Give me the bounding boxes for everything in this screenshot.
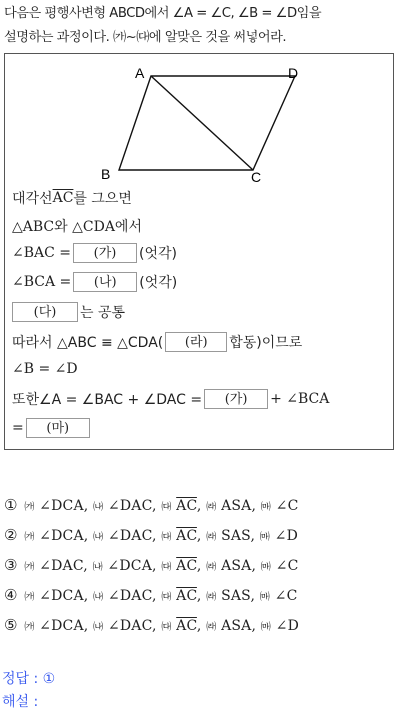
question-line-1: 다음은 평행사변형 ABCD에서 ∠A = ∠C, ∠B = ∠D임을 [4, 6, 322, 21]
vertex-d: D [288, 65, 299, 81]
proof-line-6: 따라서 △ABC ≡ △CDA( (라) 합동)이므로 [12, 332, 302, 352]
blank-ra[interactable]: (라) [165, 332, 227, 352]
choice-5[interactable]: ⑤ ㈎ ∠DCA, ㈏ ∠DAC, ㈐ $\overline{AC}$, ㈑ ASA, ㈒ ∠D [4, 616, 300, 634]
proof-line-5: (다) 는 공통 [12, 302, 125, 322]
parallelogram-shape [119, 76, 295, 170]
choice-2[interactable]: ② ㈎ ∠DCA, ㈏ ∠DAC, ㈐ $\overline{AC}$, ㈑ SAS, ㈒ ∠D [4, 526, 298, 544]
diagonal-ac [151, 76, 253, 170]
blank-ga[interactable]: (가) [73, 243, 137, 263]
proof-line-9: = (마) [12, 418, 92, 438]
explanation-line [2, 691, 38, 711]
proof-line-1: 대각선 $\overline{AC}$ 를 그으면 [12, 190, 132, 207]
proof-line-7: ∠B = ∠D [12, 361, 78, 377]
choice-1[interactable]: ① ㈎ ∠DCA, ㈏ ∠DAC, ㈐ $\overline{AC}$, ㈑ ASA, ㈒ ∠C [4, 496, 299, 514]
vertex-b: B [101, 166, 111, 182]
choice-4[interactable]: ④ ㈎ ∠DCA, ㈏ ∠DAC, ㈐ $\overline{AC}$, ㈑ SAS, ㈒ ∠C [4, 586, 298, 604]
parallelogram-figure [95, 62, 315, 182]
explanation-label: 해설 : [2, 694, 39, 710]
segment-ac: $\overline{AC}$ [52, 190, 74, 206]
blank-ga-2[interactable]: (가) [204, 389, 268, 409]
question-text [4, 2, 396, 50]
answer-line [2, 668, 55, 688]
vertex-a: A [135, 65, 145, 81]
blank-da[interactable]: (다) [12, 302, 78, 322]
question-line-2: 설명하는 과정이다. ㈎~㈐에 알맞은 것을 써넣어라. [4, 30, 287, 45]
proof-line-8: 또한∠A = ∠BAC + ∠DAC = (가) + ∠BCA [12, 391, 330, 408]
choice-3[interactable]: ③ ㈎ ∠DAC, ㈏ ∠DCA, ㈐ $\overline{AC}$, ㈑ ASA, ㈒ ∠C [4, 556, 299, 574]
vertex-c: C [251, 169, 262, 182]
proof-line-2: △ABC와 △CDA에서 [12, 219, 142, 235]
proof-line-4: ∠BCA = (나) (엇각) [12, 274, 178, 291]
blank-na[interactable]: (나) [73, 272, 137, 292]
proof-box [4, 53, 394, 450]
proof-line-3: ∠BAC = (가) (엇각) [12, 245, 178, 262]
blank-ma[interactable]: (마) [26, 418, 90, 438]
answer-label: 정답 : ① [2, 671, 56, 687]
